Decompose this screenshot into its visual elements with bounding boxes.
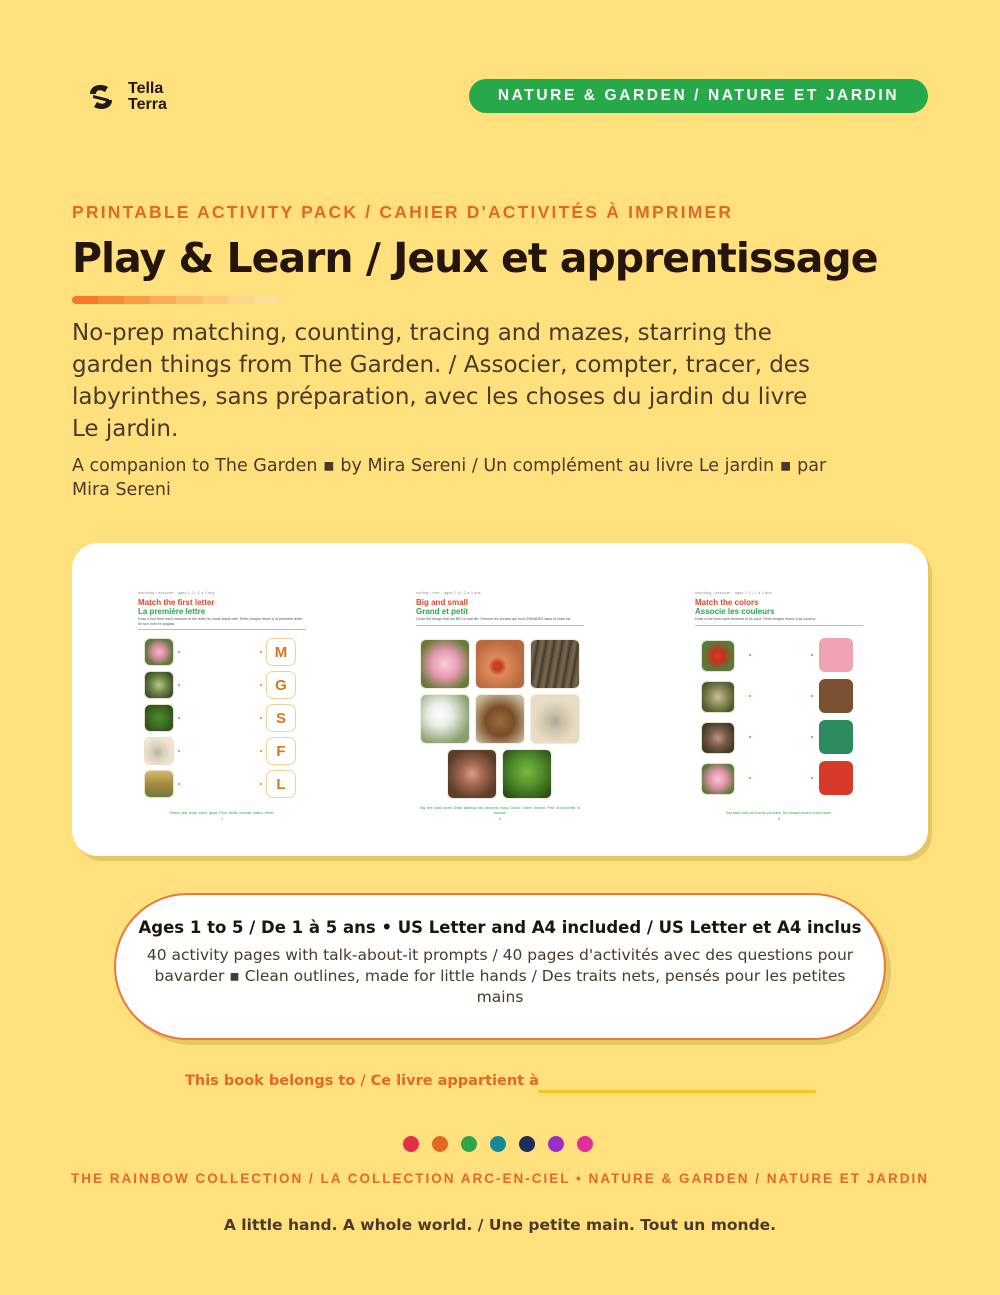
- match-dot: [260, 717, 262, 719]
- match-dot: [178, 651, 180, 653]
- preview-page-colors: [695, 591, 863, 821]
- brand-name-line2: Terra: [128, 96, 167, 113]
- brand-logo: [84, 80, 167, 114]
- color-row: [701, 638, 853, 672]
- pebble-photo: [530, 694, 580, 744]
- match-dot: [811, 777, 813, 779]
- brand-name-line1: Tella: [128, 80, 164, 97]
- page-footer: Big: tree, bark, stone. Small: ladybug, ball, pinecone, moss. Grand : l'arbre, l'écorce. Petit : la coccinelle, la mousse.: [420, 806, 580, 815]
- pinecone-thumb: [701, 681, 735, 713]
- page-tag: matching / associer · ages 1-3 / 1 à 3 ans: [695, 591, 772, 595]
- rainbow-dot: [461, 1136, 477, 1152]
- grass-thumb: [144, 770, 174, 798]
- pinecone-photo: [475, 694, 525, 744]
- match-dot: [749, 654, 751, 656]
- ladybug-photo: [475, 639, 525, 689]
- stone-thumb: [144, 737, 174, 765]
- worm-photo: [447, 749, 497, 799]
- color-row: [701, 679, 853, 713]
- bark-photo: [530, 639, 580, 689]
- divider: [416, 625, 584, 626]
- page-footer: Say each color out loud as you trace. Dis chaque couleur à voix haute.: [726, 810, 832, 815]
- title-underline: [72, 296, 280, 304]
- lead-paragraph: No-prep matching, counting, tracing and mazes, starring the garden things from The Garden. / Associer, compter, tracer, des labyrinthes, sans préparation, avec les choses du jardin du livre Le jardin.: [72, 320, 810, 442]
- brand-name: [128, 81, 167, 113]
- preview-page-first-letter: [138, 591, 306, 821]
- hands-soil-thumb: [701, 722, 735, 754]
- rainbow-dots: [403, 1136, 593, 1152]
- match-dot: [178, 684, 180, 686]
- letter-tile: L: [266, 770, 296, 798]
- color-swatch: [819, 679, 853, 713]
- moss-photo: [502, 749, 552, 799]
- page-title-fr: La première lettre: [138, 607, 206, 616]
- match-row: [144, 671, 296, 699]
- rainbow-dot: [403, 1136, 419, 1152]
- color-swatch: [819, 720, 853, 754]
- match-dot: [811, 654, 813, 656]
- collection-line: THE RAINBOW COLLECTION / LA COLLECTION ARC-EN-CIEL • NATURE & GARDEN / NATURE ET JARDIN: [71, 1171, 929, 1186]
- flower-photo: [420, 639, 470, 689]
- letter-tile: G: [266, 671, 296, 699]
- page-tag: sorting / trier · ages 2-4 / 2 à 4 ans: [416, 591, 481, 595]
- rainbow-dot: [548, 1136, 564, 1152]
- color-swatch: [819, 638, 853, 672]
- belongs-to-label: This book belongs to / Ce livre appartient à: [185, 1073, 539, 1089]
- moss-thumb: [144, 704, 174, 732]
- info-details: 40 activity pages with talk-about-it prompts / 40 pages d'activités avec des questions pour bavarder ▪ Clean outlines, made for little hands / Des traits nets, pensés pour les petites mains: [146, 946, 854, 1006]
- kicker: PRINTABLE ACTIVITY PACK / CAHIER D'ACTIVITÉS À IMPRIMER: [72, 202, 734, 222]
- match-dot: [178, 783, 180, 785]
- page-title: Play & Learn / Jeux et apprentissage: [72, 234, 878, 282]
- brand-mark-icon: [84, 80, 118, 114]
- match-row: [144, 770, 296, 798]
- match-dot: [178, 750, 180, 752]
- letter-tile: F: [266, 737, 296, 765]
- match-dot: [749, 736, 751, 738]
- rainbow-dot: [577, 1136, 593, 1152]
- flower-thumb: [144, 638, 174, 666]
- page-title-en: Match the colors: [695, 598, 759, 607]
- info-capsule: [114, 893, 886, 1040]
- theme-pill: NATURE & GARDEN / NATURE ET JARDIN: [469, 79, 928, 113]
- match-row: [144, 638, 296, 666]
- page-instructions: Circle the things that are BIG in real life. Entoure les choses qui sont GRANDES dans la vraie vie.: [416, 617, 572, 621]
- letter-tile: M: [266, 638, 296, 666]
- match-dot: [749, 777, 751, 779]
- page-number: 3: [778, 817, 780, 821]
- match-dot: [260, 684, 262, 686]
- dandelion-photo: [420, 694, 470, 744]
- rainbow-dot: [490, 1136, 506, 1152]
- flower-thumb: [701, 763, 735, 795]
- letter-tile: S: [266, 704, 296, 732]
- match-dot: [749, 695, 751, 697]
- match-dot: [811, 736, 813, 738]
- page-title-en: Big and small: [416, 598, 469, 607]
- match-row: [144, 704, 296, 732]
- page-tag: matching / associer · ages 1-3 / 1 à 3 ans: [138, 591, 215, 595]
- match-dot: [260, 750, 262, 752]
- info-headline: Ages 1 to 5 / De 1 à 5 ans • US Letter and A4 included / US Letter et A4 inclus: [138, 918, 862, 937]
- byline: A companion to The Garden ▪ by Mira Sereni / Un complément au livre Le jardin ▪ par Mira Sereni: [72, 456, 827, 500]
- page-number: 2: [499, 817, 501, 821]
- name-writing-line: [538, 1090, 816, 1093]
- divider: [138, 629, 306, 630]
- rainbow-dot: [432, 1136, 448, 1152]
- match-dot: [260, 651, 262, 653]
- match-dot: [260, 783, 262, 785]
- page-title-fr: Associe les couleurs: [695, 607, 775, 616]
- tagline: A little hand. A whole world. / Une petite main. Tout un monde.: [223, 1216, 777, 1234]
- page-footer: Flower, leaf, moss, stone, grass. Fleur, feuille, mousse, caillou, herbe.: [169, 810, 275, 815]
- color-row: [701, 720, 853, 754]
- match-dot: [178, 717, 180, 719]
- page-instructions: Draw a line from each treasure to its color. Relie chaque trésor à sa couleur.: [695, 617, 816, 621]
- divider: [695, 625, 863, 626]
- page-title-fr: Grand et petit: [416, 607, 469, 616]
- color-row: [701, 761, 853, 795]
- strawberry-thumb: [701, 640, 735, 672]
- page-title-en: Match the first letter: [138, 598, 215, 607]
- rainbow-dot: [519, 1136, 535, 1152]
- page-instructions: Draw a line from each treasure to the letter its name starts with. Relie chaque trésor à la première lettre de son nom en anglais.: [138, 617, 302, 626]
- page-number: 1: [221, 817, 223, 821]
- preview-page-big-small: [416, 591, 584, 821]
- match-row: [144, 737, 296, 765]
- match-dot: [811, 695, 813, 697]
- color-swatch: [819, 761, 853, 795]
- leaf-thumb: [144, 671, 174, 699]
- preview-card: [72, 543, 928, 856]
